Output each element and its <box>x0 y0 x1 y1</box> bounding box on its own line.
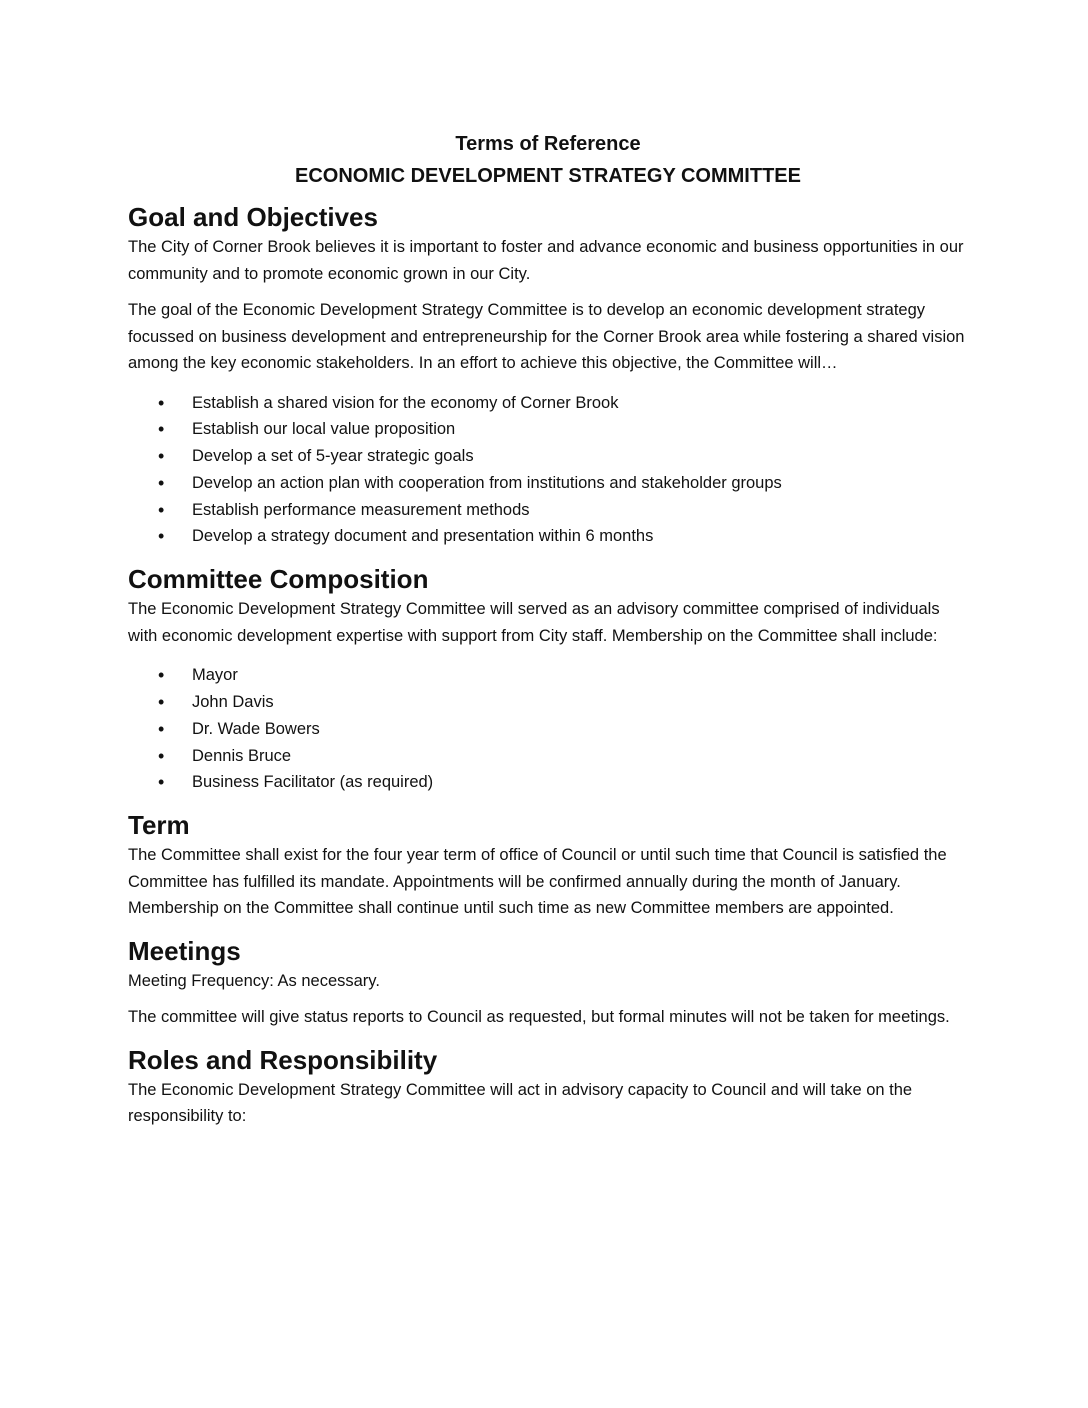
list-item: • Mayor <box>128 662 968 689</box>
meetings-paragraph: The committee will give status reports to Council as requested, but formal minutes will not be taken for meetings. <box>128 1008 950 1027</box>
document-page <box>128 128 968 1130</box>
list-item: • Establish a shared vision for the economy of Corner Brook <box>128 390 968 417</box>
goal-paragraph-2: The goal of the Economic Development Strategy Committee is to develop an economic development strategy focussed on business development and entrepreneurship for the Corner Brook area while fostering a shared vision among the key economic stakeholders. In an effort to achieve this objective, the Committee will… <box>128 301 965 372</box>
list-item: • Business Facilitator (as required) <box>128 769 968 796</box>
members-list <box>128 662 968 796</box>
list-item: • Dr. Wade Bowers <box>128 716 968 743</box>
composition-heading: Committee Composition <box>128 564 429 595</box>
objectives-list <box>128 390 968 551</box>
goal-paragraph-1: The City of Corner Brook believes it is important to foster and advance economic and business opportunities in our community and to promote economic grown in our City. <box>128 238 964 283</box>
term-heading: Term <box>128 810 190 841</box>
roles-heading: Roles and Responsibility <box>128 1044 438 1075</box>
list-item: • John Davis <box>128 689 968 716</box>
list-item: • Develop a strategy document and presentation within 6 months <box>128 523 968 550</box>
meetings-heading: Meetings <box>128 935 241 966</box>
document-title-line-2: ECONOMIC DEVELOPMENT STRATEGY COMMITTEE <box>295 165 801 187</box>
list-item: • Dennis Bruce <box>128 743 968 770</box>
document-title-line-1: Terms of Reference <box>455 133 641 155</box>
composition-paragraph: The Economic Development Strategy Committee will served as an advisory committee comprised of individuals with economic development expertise with support from City staff. Membership on the Committee shall include: <box>128 600 940 645</box>
goal-heading: Goal and Objectives <box>128 202 378 232</box>
term-paragraph: The Committee shall exist for the four year term of office of Council or until such time that Council is satisfied the Committee has fulfilled its mandate. Appointments will be confirmed annually during the month of January. Membership on the Committee shall continue until such time as new Committee members are appointed. <box>128 846 947 918</box>
list-item: • Develop a set of 5-year strategic goals <box>128 443 968 470</box>
list-item: • Develop an action plan with cooperation from institutions and stakeholder groups <box>128 470 968 497</box>
meeting-frequency: Meeting Frequency: As necessary. <box>128 971 380 990</box>
list-item: • Establish our local value proposition <box>128 416 968 443</box>
roles-paragraph: The Economic Development Strategy Committee will act in advisory capacity to Council and will take on the responsibility to: <box>128 1080 913 1126</box>
list-item: • Establish performance measurement methods <box>128 497 968 524</box>
